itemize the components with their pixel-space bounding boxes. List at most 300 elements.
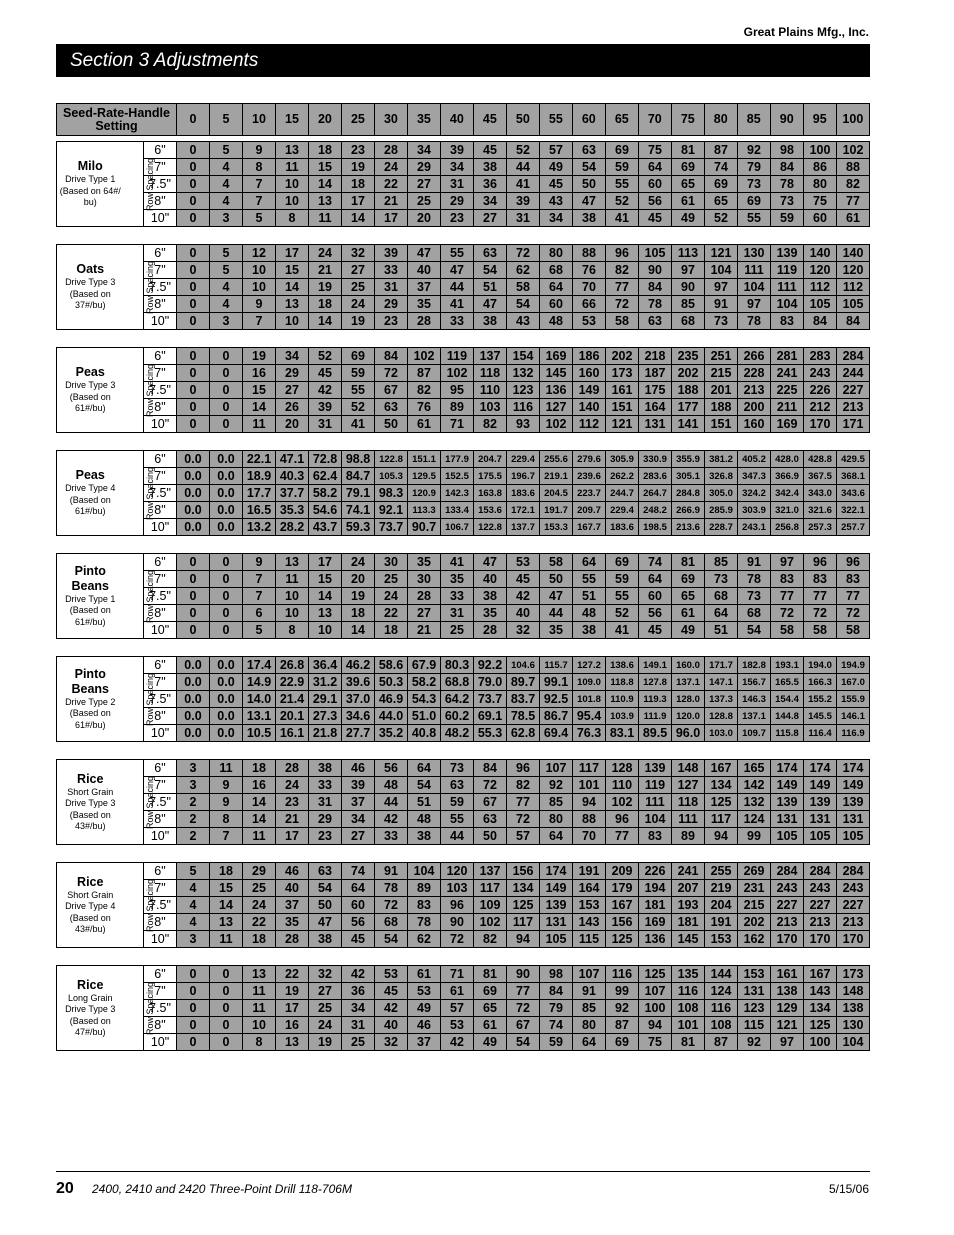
rate-value: 14.0 <box>243 691 276 708</box>
rate-value: 42 <box>375 1000 408 1017</box>
rate-value: 84 <box>474 760 507 777</box>
rate-value: 0.0 <box>177 485 210 502</box>
rate-value: 24 <box>342 554 375 571</box>
crop-note: Drive Type 4 <box>65 901 116 911</box>
rate-value: 49 <box>474 1034 507 1051</box>
rate-value: 61 <box>672 193 705 210</box>
table-row <box>57 416 870 433</box>
rate-value: 47.1 <box>276 451 309 468</box>
rate-value: 41 <box>507 176 540 193</box>
rate-value: 0 <box>177 588 210 605</box>
rate-value: 0 <box>177 279 210 296</box>
rate-value: 89.7 <box>507 674 540 691</box>
crop-table <box>56 141 870 227</box>
rate-value: 0.0 <box>210 468 243 485</box>
rate-value: 48.2 <box>441 725 474 742</box>
rate-value: 96 <box>441 897 474 914</box>
rate-value: 13 <box>309 193 342 210</box>
rate-value: 14 <box>309 313 342 330</box>
row-spacing-value: 10" <box>144 622 177 639</box>
rate-value: 38 <box>573 210 606 227</box>
crop-table <box>56 553 870 639</box>
rate-value: 100 <box>639 1000 672 1017</box>
rate-value: 4 <box>210 176 243 193</box>
rate-value: 72.8 <box>309 451 342 468</box>
rate-value: 80 <box>573 1017 606 1034</box>
table-row <box>57 159 870 176</box>
crop-table <box>56 656 870 742</box>
rate-value: 73.7 <box>474 691 507 708</box>
rate-value: 28.2 <box>276 519 309 536</box>
rate-value: 27 <box>474 210 507 227</box>
table-row <box>57 365 870 382</box>
rate-value: 162 <box>738 931 771 948</box>
rate-value: 0 <box>210 966 243 983</box>
rate-value: 29 <box>408 159 441 176</box>
rate-value: 50 <box>474 828 507 845</box>
crop-label <box>57 451 124 536</box>
rate-value: 61 <box>672 605 705 622</box>
rate-value: 37 <box>276 897 309 914</box>
rate-value: 241 <box>771 365 804 382</box>
crop-note: Drive Type 1 <box>65 174 116 185</box>
row-spacing-value: 8" <box>144 296 177 313</box>
rate-value: 107 <box>540 760 573 777</box>
crop-label <box>57 348 124 433</box>
row-spacing-label: Row Spacing <box>144 672 155 727</box>
rate-value: 200 <box>738 399 771 416</box>
rate-value: 127.8 <box>639 674 672 691</box>
rate-value: 7 <box>243 176 276 193</box>
crop-note: Drive Type 3 <box>65 1004 116 1014</box>
rate-value: 51 <box>408 794 441 811</box>
table-row <box>57 210 870 227</box>
rate-value: 96 <box>606 245 639 262</box>
rate-value: 63 <box>309 863 342 880</box>
crop-note: Drive Type 3 <box>65 798 116 808</box>
rate-value: 72 <box>804 605 837 622</box>
rate-value: 219 <box>705 880 738 897</box>
rate-value: 0 <box>210 622 243 639</box>
rate-value: 209 <box>606 863 639 880</box>
rate-value: 54 <box>375 931 408 948</box>
crop-note: Drive Type 4 <box>65 483 116 494</box>
rate-value: 27 <box>408 176 441 193</box>
rate-value: 44 <box>540 605 573 622</box>
handle-setting-header: 0 <box>177 104 210 136</box>
rate-value: 116 <box>705 1000 738 1017</box>
rate-value: 137 <box>474 863 507 880</box>
rate-value: 347.3 <box>738 468 771 485</box>
rate-value: 88 <box>837 159 870 176</box>
rate-value: 59 <box>441 794 474 811</box>
rate-value: 5 <box>210 245 243 262</box>
rate-value: 7 <box>243 193 276 210</box>
rate-value: 29 <box>309 811 342 828</box>
rate-value: 21.4 <box>276 691 309 708</box>
row-spacing-value: 6" <box>144 451 177 468</box>
rate-value: 46.9 <box>375 691 408 708</box>
rate-value: 55 <box>573 571 606 588</box>
rate-value: 241 <box>672 863 705 880</box>
rate-value: 98 <box>540 966 573 983</box>
rate-value: 101 <box>573 777 606 794</box>
handle-setting-header: 40 <box>440 104 473 136</box>
rate-value: 17 <box>276 1000 309 1017</box>
rate-value: 285.9 <box>705 502 738 519</box>
rate-value: 0.0 <box>210 519 243 536</box>
table-row <box>57 193 870 210</box>
rate-value: 3 <box>210 313 243 330</box>
rate-value: 102 <box>606 794 639 811</box>
rate-value: 35 <box>540 622 573 639</box>
rate-value: 80 <box>540 811 573 828</box>
rate-value: 62 <box>408 931 441 948</box>
rate-value: 22.9 <box>276 674 309 691</box>
rate-value: 28 <box>408 313 441 330</box>
row-spacing-value: 8" <box>144 502 177 519</box>
rate-value: 58 <box>606 313 639 330</box>
rate-value: 141 <box>672 416 705 433</box>
rate-value: 70 <box>573 828 606 845</box>
rate-value: 85 <box>573 1000 606 1017</box>
rate-value: 164 <box>573 880 606 897</box>
rate-value: 4 <box>177 897 210 914</box>
rate-value: 156.7 <box>738 674 771 691</box>
rate-value: 60 <box>639 588 672 605</box>
rate-value: 188 <box>705 399 738 416</box>
rate-value: 91 <box>738 554 771 571</box>
rate-value: 88 <box>573 245 606 262</box>
rate-value: 119.3 <box>639 691 672 708</box>
rate-value: 97 <box>738 296 771 313</box>
rate-value: 127 <box>540 399 573 416</box>
rate-value: 33 <box>441 588 474 605</box>
rate-value: 68 <box>540 262 573 279</box>
rate-value: 78 <box>375 880 408 897</box>
rate-value: 24 <box>342 296 375 313</box>
rate-value: 215 <box>705 365 738 382</box>
rate-value: 47 <box>474 296 507 313</box>
section-header <box>56 44 870 77</box>
handle-setting-header: 70 <box>638 104 671 136</box>
rate-value: 166.3 <box>804 674 837 691</box>
rate-value: 44 <box>375 794 408 811</box>
rate-value: 55 <box>441 245 474 262</box>
rate-value: 48 <box>540 313 573 330</box>
row-spacing-value: 8" <box>144 193 177 210</box>
rate-value: 0.0 <box>210 485 243 502</box>
rate-value: 84 <box>771 159 804 176</box>
rate-value: 279.6 <box>573 451 606 468</box>
rate-value: 37.0 <box>342 691 375 708</box>
rate-value: 0.0 <box>177 657 210 674</box>
rate-value: 38 <box>474 159 507 176</box>
rate-value: 31 <box>441 605 474 622</box>
rate-value: 87 <box>705 1034 738 1051</box>
rate-value: 146.1 <box>837 708 870 725</box>
rate-value: 36 <box>474 176 507 193</box>
row-spacing-value: 6" <box>144 348 177 365</box>
rate-value: 0 <box>177 1000 210 1017</box>
rate-value: 13 <box>276 554 309 571</box>
rate-value: 85 <box>540 794 573 811</box>
rate-value: 58.2 <box>408 674 441 691</box>
rate-value: 193.1 <box>771 657 804 674</box>
rate-value: 107 <box>573 966 606 983</box>
row-spacing-value: 10" <box>144 1034 177 1051</box>
rate-value: 25 <box>342 279 375 296</box>
rate-value: 99 <box>606 983 639 1000</box>
rate-value: 73 <box>738 588 771 605</box>
rate-value: 64 <box>408 760 441 777</box>
crop-name: Peas <box>75 468 105 483</box>
table-row <box>57 313 870 330</box>
rate-value: 31 <box>441 176 474 193</box>
rate-value: 94 <box>639 1017 672 1034</box>
rate-value: 20.1 <box>276 708 309 725</box>
rate-value: 160 <box>738 416 771 433</box>
rate-value: 0 <box>177 142 210 159</box>
rate-value: 172.1 <box>507 502 540 519</box>
rate-value: 38 <box>309 931 342 948</box>
rate-value: 23 <box>375 313 408 330</box>
rate-value: 213 <box>837 914 870 931</box>
rate-value: 79.1 <box>342 485 375 502</box>
handle-setting-header: 25 <box>341 104 374 136</box>
crop-note: Drive Type 2 <box>65 696 116 707</box>
rate-value: 8 <box>243 1034 276 1051</box>
rate-value: 11 <box>309 210 342 227</box>
rate-value: 0.0 <box>210 691 243 708</box>
rate-value: 25 <box>243 880 276 897</box>
rate-value: 68 <box>375 914 408 931</box>
rate-value: 115.7 <box>540 657 573 674</box>
rate-value: 0 <box>177 210 210 227</box>
rate-value: 0 <box>177 605 210 622</box>
row-spacing-value: 10" <box>144 931 177 948</box>
rate-value: 17 <box>276 828 309 845</box>
rate-value: 116.4 <box>804 725 837 742</box>
rate-value: 102 <box>441 365 474 382</box>
rate-value: 56 <box>639 193 672 210</box>
rate-value: 37 <box>342 794 375 811</box>
rate-value: 89 <box>441 399 474 416</box>
rate-value: 84 <box>837 313 870 330</box>
rate-value: 121 <box>705 245 738 262</box>
rate-value: 74 <box>540 1017 573 1034</box>
rate-value: 167 <box>705 760 738 777</box>
rate-value: 131 <box>540 914 573 931</box>
rate-value: 58 <box>507 279 540 296</box>
rate-value: 104 <box>738 279 771 296</box>
rate-value: 129 <box>771 1000 804 1017</box>
row-spacing-value: 7.5" <box>144 176 177 193</box>
rate-value: 120 <box>441 863 474 880</box>
rate-value: 148 <box>672 760 705 777</box>
crop-note: bu) <box>83 197 97 208</box>
rate-value: 92 <box>738 1034 771 1051</box>
rate-value: 13.2 <box>243 519 276 536</box>
rate-value: 97 <box>771 554 804 571</box>
rate-value: 0.0 <box>177 725 210 742</box>
rate-value: 147.1 <box>705 674 738 691</box>
rate-value: 95 <box>441 382 474 399</box>
rate-value: 45 <box>474 142 507 159</box>
rate-value: 35 <box>408 554 441 571</box>
rate-value: 56 <box>342 914 375 931</box>
rate-value: 0 <box>210 382 243 399</box>
rate-value: 181 <box>639 897 672 914</box>
rate-value: 48 <box>573 605 606 622</box>
rate-value: 134 <box>804 1000 837 1017</box>
rate-value: 58 <box>804 622 837 639</box>
rate-value: 171 <box>837 416 870 433</box>
rate-value: 186 <box>573 348 606 365</box>
rate-value: 50 <box>375 416 408 433</box>
rate-value: 83.7 <box>507 691 540 708</box>
crop-note: (Based on <box>69 494 111 505</box>
handle-setting-header: 75 <box>671 104 704 136</box>
rate-value: 125 <box>639 966 672 983</box>
rate-value: 10 <box>243 262 276 279</box>
rate-value: 57 <box>441 1000 474 1017</box>
rate-value: 10 <box>276 176 309 193</box>
rate-value: 305.9 <box>606 451 639 468</box>
rate-value: 0 <box>177 176 210 193</box>
rate-value: 117 <box>507 914 540 931</box>
rate-value: 59.3 <box>342 519 375 536</box>
rate-value: 201 <box>705 382 738 399</box>
rate-value: 99.1 <box>540 674 573 691</box>
row-spacing-value: 7.5" <box>144 897 177 914</box>
rate-value: 59 <box>606 159 639 176</box>
rate-value: 101.8 <box>573 691 606 708</box>
rate-value: 18 <box>342 605 375 622</box>
rate-value: 24 <box>243 897 276 914</box>
rate-value: 0.0 <box>177 502 210 519</box>
rate-value: 75 <box>639 142 672 159</box>
crop-table <box>56 347 870 433</box>
rate-value: 0.0 <box>210 657 243 674</box>
rate-value: 11 <box>210 931 243 948</box>
rate-value: 27.3 <box>309 708 342 725</box>
rate-value: 41 <box>606 210 639 227</box>
rate-value: 0 <box>177 262 210 279</box>
table-row <box>57 897 870 914</box>
rate-value: 202 <box>606 348 639 365</box>
rate-value: 10 <box>276 605 309 622</box>
rate-value: 24 <box>276 777 309 794</box>
rate-value: 14 <box>243 794 276 811</box>
rate-value: 78 <box>408 914 441 931</box>
crop-note: (Based on 64#/ <box>59 185 121 196</box>
table-row <box>57 828 870 845</box>
table-row <box>57 468 870 485</box>
rate-value: 16.1 <box>276 725 309 742</box>
rate-value: 27 <box>342 262 375 279</box>
rate-value: 39 <box>342 777 375 794</box>
rate-value: 169 <box>639 914 672 931</box>
rate-value: 105 <box>804 828 837 845</box>
rate-value: 20 <box>342 571 375 588</box>
rate-value: 17.7 <box>243 485 276 502</box>
rate-value: 72 <box>771 605 804 622</box>
rate-value: 23 <box>276 794 309 811</box>
rate-value: 40 <box>375 1017 408 1034</box>
rate-value: 31 <box>342 1017 375 1034</box>
rate-value: 13 <box>276 296 309 313</box>
rate-value: 31 <box>507 210 540 227</box>
rate-value: 18 <box>243 760 276 777</box>
rate-value: 43 <box>540 193 573 210</box>
rate-value: 152.5 <box>441 468 474 485</box>
rate-value: 32 <box>507 622 540 639</box>
rate-value: 0 <box>177 1034 210 1051</box>
rate-value: 284 <box>804 863 837 880</box>
rate-value: 89 <box>672 828 705 845</box>
rate-value: 4 <box>210 279 243 296</box>
rate-value: 284 <box>837 348 870 365</box>
rate-value: 60 <box>639 176 672 193</box>
rate-value: 19 <box>342 313 375 330</box>
rate-value: 177.9 <box>441 451 474 468</box>
rate-value: 171.7 <box>705 657 738 674</box>
rate-value: 8 <box>276 622 309 639</box>
rate-value: 188 <box>672 382 705 399</box>
rate-value: 194.9 <box>837 657 870 674</box>
crop-name: Pinto Beans <box>71 666 110 696</box>
handle-setting-header: 10 <box>242 104 275 136</box>
rate-value: 131 <box>639 416 672 433</box>
rate-value: 60 <box>540 296 573 313</box>
rate-value: 64 <box>639 571 672 588</box>
rate-value: 40.3 <box>276 468 309 485</box>
rate-value: 164 <box>639 399 672 416</box>
rate-value: 139 <box>639 760 672 777</box>
rate-value: 11 <box>243 416 276 433</box>
rate-value: 255.6 <box>540 451 573 468</box>
rate-value: 45 <box>639 622 672 639</box>
rate-value: 128.8 <box>705 708 738 725</box>
rate-value: 117 <box>474 880 507 897</box>
rate-value: 257.7 <box>837 519 870 536</box>
rate-value: 52 <box>342 399 375 416</box>
rate-value: 262.2 <box>606 468 639 485</box>
rate-value: 68.8 <box>441 674 474 691</box>
row-spacing-value: 8" <box>144 1017 177 1034</box>
rate-value: 4 <box>177 914 210 931</box>
rate-value: 33 <box>309 777 342 794</box>
rate-value: 53 <box>441 1017 474 1034</box>
crop-table <box>56 965 870 1051</box>
row-spacing-value: 8" <box>144 605 177 622</box>
rate-value: 48 <box>375 777 408 794</box>
rate-value: 109.0 <box>573 674 606 691</box>
rate-value: 0 <box>210 1017 243 1034</box>
rate-value: 116 <box>507 399 540 416</box>
rate-value: 108 <box>705 1017 738 1034</box>
rate-value: 101 <box>672 1017 705 1034</box>
rate-value: 284 <box>837 863 870 880</box>
rate-value: 84 <box>540 983 573 1000</box>
rate-value: 38 <box>573 622 606 639</box>
rate-value: 40 <box>276 880 309 897</box>
crop-note: Long Grain <box>67 992 113 1003</box>
row-spacing-value: 10" <box>144 828 177 845</box>
rate-value: 42 <box>342 966 375 983</box>
row-spacing-axis <box>124 451 155 536</box>
